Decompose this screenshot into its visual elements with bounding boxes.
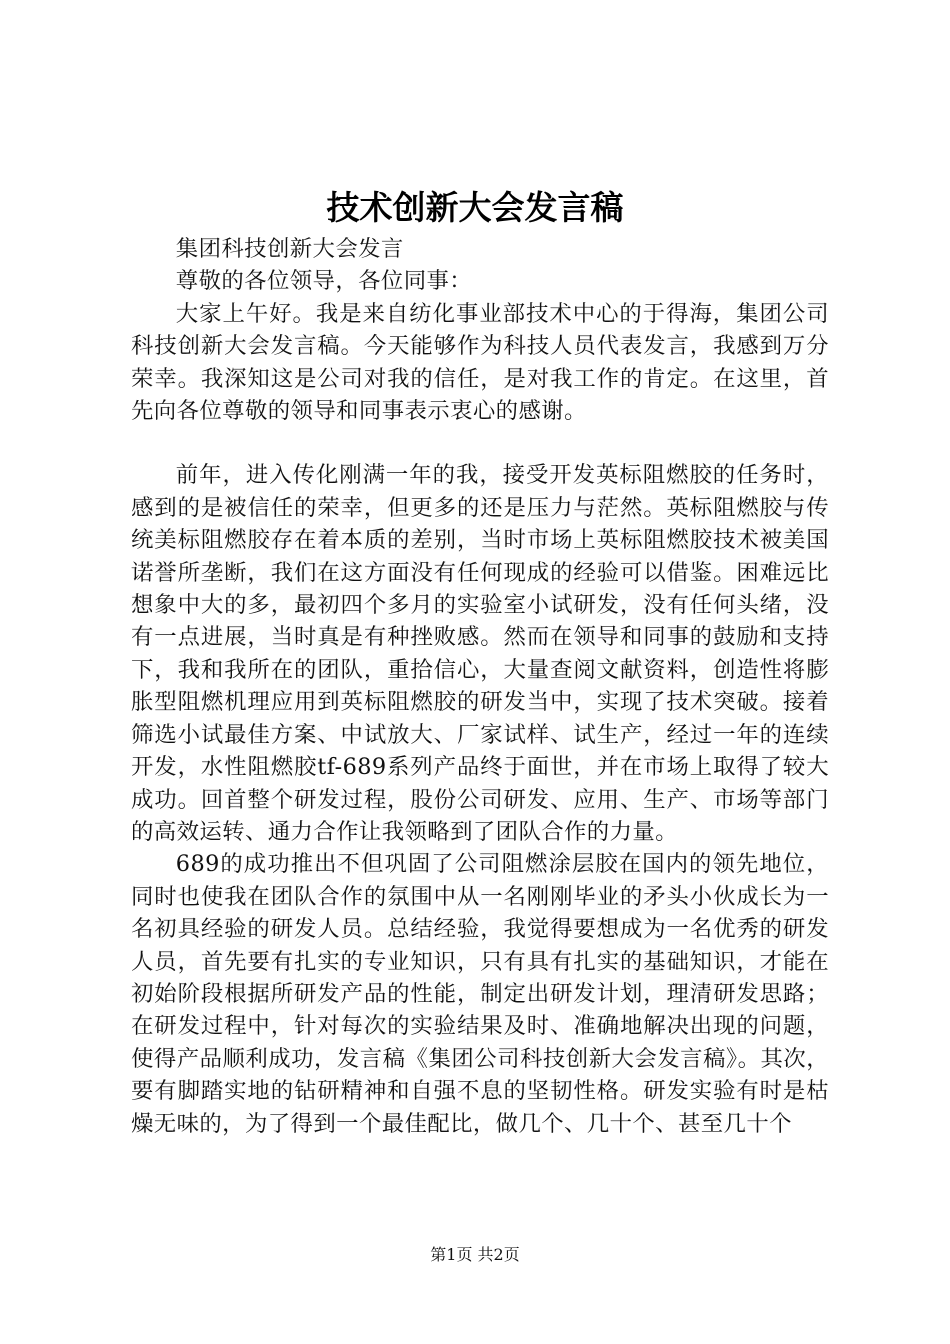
paragraph-heading: 集团科技创新大会发言	[175, 236, 404, 262]
document-body	[131, 233, 829, 1140]
paragraph-development-story: 前年，进入传化刚满一年的我，接受开发英标阻燃胶的任务时，感到的是被信任的荣幸，但更多的还是压力与茫然。英标阻燃胶与传统美标阻燃胶存在着本质的差别，当时市场上英标阻燃胶技术被美国诺誉所垄断，我们在这方面没有任何现成的经验可以借鉴。困难远比想象中大的多，最初四个多月的实验室小试研发，没有任何头绪，没有一点进展，当时真是有种挫败感。然而在领导和同事的鼓励和支持下，我和我所在的团队，重拾信心，大量查阅文献资料，创造性将膨胀型阻燃机理应用到英标阻燃胶的研发当中，实现了技术突破。接着筛选小试最佳方案、中试放大、厂家试样、试生产，经过一年的连续开发，水性阻燃胶tf-689系列产品终于面世，并在市场上取得了较大成功。回首整个研发过程，股份公司研发、应用、生产、市场等部门的高效运转、通力合作让我领略到了团队合作的力量。	[131, 462, 829, 845]
paragraph-salutation: 尊敬的各位领导，各位同事：	[175, 268, 473, 295]
page-number-footer: 第1页 共2页	[430, 1245, 520, 1264]
document-title: 技术创新大会发言稿	[326, 188, 624, 227]
paragraph-experience-summary: 689的成功推出不但巩固了公司阻燃涂层胶在国内的领先地位，同时也使我在团队合作的氛围中从一名刚刚毕业的矛头小伙成长为一名初具经验的研发人员。总结经验，我觉得要想成为一名优秀的研发人员，首先要有扎实的专业知识，只有具有扎实的基础知识，才能在初始阶段根据所研发产品的性能，制定出研发计划，理清研发思路；在研发过程中，针对每次的实验结果及时、准确地解决出现的问题，使得产品顺利成功，发言稿《集团公司科技创新大会发言稿》。其次，要有脚踏实地的钻研精神和自强不息的坚韧性格。研发实验有时是枯燥无味的，为了得到一个最佳配比，做几个、几十个、甚至几十个	[131, 851, 829, 1137]
paragraph-greeting: 大家上午好。我是来自纺化事业部技术中心的于得海，集团公司科技创新大会发言稿。今天能够作为科技人员代表发言，我感到万分荣幸。我深知这是公司对我的信任，是对我工作的肯定。在这里，首先向各位尊敬的领导和同事表示衷心的感谢。	[131, 300, 829, 425]
